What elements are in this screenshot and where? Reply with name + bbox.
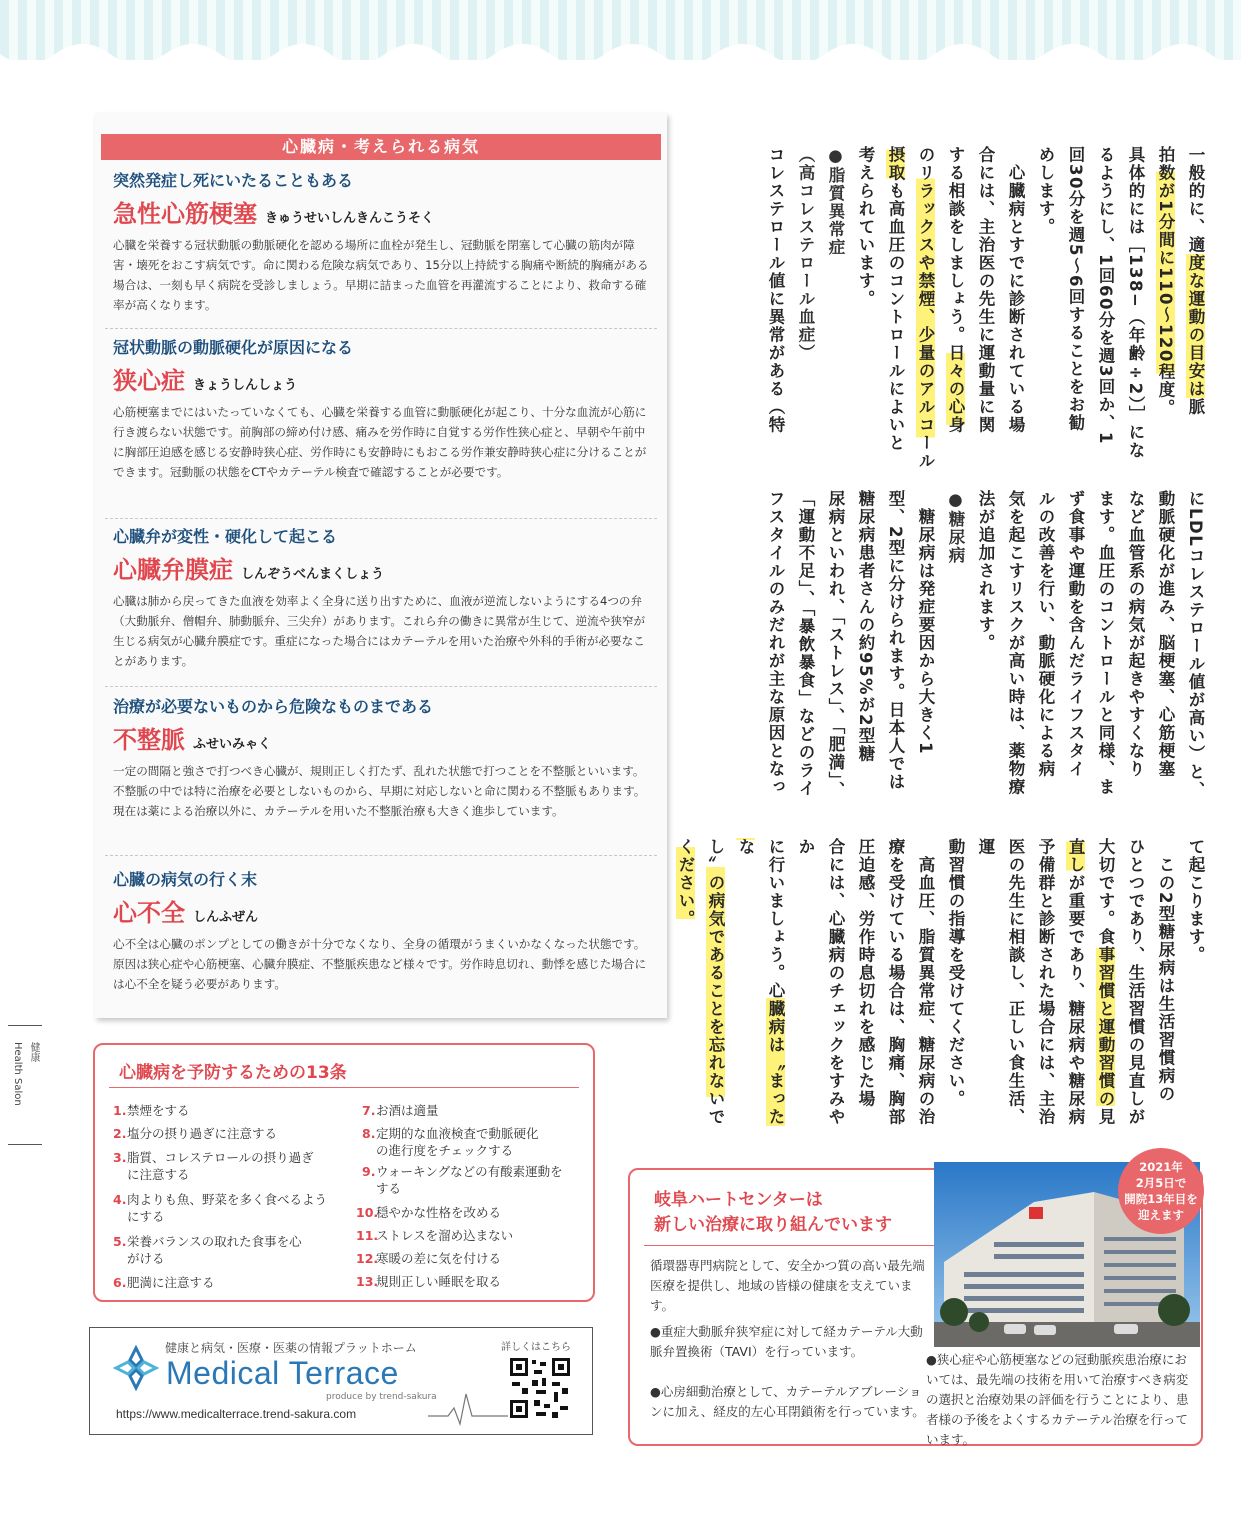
section-subheading: （高コレステロール血症） (796, 146, 815, 362)
text: 一般的に、 (1186, 146, 1205, 236)
disease-description: 心不全は心臓のポンプとしての働きが十分でなくなり、全身の循環がうまくいかなくなった状態です。原因は狭心症や心筋梗塞、心臓弁膜症、不整脈疾患など様々です。労作時息切れ、動悸を感じた場合には心不全を疑う必要があります。 (113, 937, 647, 991)
heart-center-bullet-coronary: ●狭心症や心筋梗塞などの冠動脈疾患治療においては、最先端の技術を用いて治療すべき病変の選択と治療効果の評価を行うことにより、患者様の予後をよくするカテーテル治療を行っています。 (926, 1352, 1189, 1447)
text: 圧迫感、労作時息切れを感じた場 (856, 838, 875, 1108)
top-wave-decoration (0, 44, 1241, 84)
text: 動脈硬化が進み、脳梗塞、心筋梗塞 (1156, 490, 1175, 778)
anniversary-badge (1118, 1148, 1204, 1234)
text: 尿病といわれ、「ストレス」、「肥満」、 (826, 490, 845, 799)
text: 回30分を週5〜6回することをお勧 (1066, 146, 1085, 432)
text: 医の先生に相談し、正しい食生活、運 (976, 838, 1025, 1126)
text: が重要であり、糖尿病や糖尿病 (1066, 874, 1085, 1126)
item-text: 肥満に注意する (127, 1275, 215, 1290)
badge-line: 2021年 (1139, 1160, 1183, 1174)
disease-kana: しんぞうべんまくしょう (241, 567, 385, 582)
disease-item (113, 870, 653, 994)
side-section-label (8, 1025, 42, 1145)
item-number: 2. (113, 1126, 127, 1141)
item-number: 7. (362, 1103, 376, 1118)
text: 具体的には［138−（年齢÷2）］にな (1126, 146, 1145, 460)
more-info-label: 詳しくはこちら (501, 1342, 571, 1353)
item-text: 規則正しい睡眠を取る (376, 1274, 502, 1289)
divider (105, 686, 657, 687)
highlight-text: 適度な運動の目安は脈 (1186, 236, 1205, 416)
text: 考えられています。 (856, 146, 875, 308)
item-text: 肉よりも魚、野菜を多く食べるよう にする (127, 1192, 328, 1224)
divider (109, 1087, 579, 1088)
disease-subtitle: 心臓の病気の行く末 (113, 870, 258, 889)
prevention-box (93, 1043, 595, 1302)
text: 合には、心臓病のチェックをすみやか (796, 838, 845, 1126)
item-number: 13. (356, 1274, 379, 1289)
text: ルの改善を行い、動脈硬化による病 (1036, 490, 1055, 778)
disease-kana: しんふぜん (193, 910, 259, 925)
section-heading-diabetes: ●糖尿病 (946, 490, 965, 565)
text: する相談をしましょう。 (946, 146, 965, 344)
disease-item (113, 171, 653, 315)
disease-name: 心不全 (113, 899, 185, 927)
highlight-text: 食事習慣と運動習慣の見 (1096, 928, 1115, 1126)
disease-kana: きょうしんしょう (193, 378, 298, 393)
item-number: 3. (113, 1150, 127, 1165)
disease-subtitle: 心臓弁が変性・硬化して起こる (113, 527, 338, 546)
text: にLDLコレステロール値が高い）と、 (1186, 490, 1205, 800)
disease-description: 一定の間隔と強さで打つべき心臓が、規則正しく打たず、乱れた状態で打つことを不整脈といいます。不整脈の中では特に治療を必要としないものから、早期に対応しないと命に関わる不整脈もあります。現在は薬による治療以外に、カテーテルを用いた不整脈治療も大きく進歩しています。 (113, 764, 646, 818)
disease-item (113, 338, 653, 482)
highlight-text: 摂取 (886, 146, 905, 182)
text: ひとつであり、生活習慣の見直しが (1126, 838, 1145, 1126)
text: も高血圧のコントロールによいと (886, 182, 905, 452)
section-heading-lipid: ●脂質異常症 (826, 146, 845, 257)
disease-name: 急性心筋梗塞 (113, 200, 257, 228)
item-number: 4. (113, 1192, 127, 1207)
text: ず食事や運動を含んだライフスタイ (1066, 490, 1085, 778)
text: 療を受けている場合は、胸痛、胸部 (886, 838, 905, 1126)
heartbeat-line-icon (428, 1386, 508, 1426)
item-text: 栄養バランスの取れた食事を心 がける (127, 1234, 302, 1266)
text: コレステロール値に異常がある（特 (766, 146, 785, 434)
medical-terrace-produce: produce by trend-sakura (326, 1392, 437, 1402)
highlight-text: し〟の病気であることを忘れないで (706, 838, 725, 1126)
badge-line: 迎えます (1137, 1208, 1184, 1222)
text: など血管系の病気が起きやすくなり (1126, 490, 1145, 778)
disease-item (113, 527, 653, 671)
item-number: 8. (362, 1126, 376, 1141)
heart-center-intro: 循環器専門病院として、安全かつ質の高い最先端医療を提供し、地域の皆様の健康を支えています。 (650, 1258, 925, 1313)
text: 型、2型に分けられます。日本人では (886, 490, 905, 791)
highlight-text: 心臓病は〝まったな (736, 838, 785, 1126)
item-text: 穏やかな性格を改める (376, 1205, 502, 1220)
divider (644, 1245, 934, 1246)
text: 。 (1156, 398, 1175, 417)
disease-name: 狭心症 (113, 367, 185, 395)
item-number: 10. (356, 1205, 379, 1220)
medical-terrace-tagline: 健康と病気・医療・医薬の情報プラットホーム (165, 1341, 417, 1355)
text: ます。血圧のコントロールと同様、ま (1096, 490, 1115, 796)
disease-box-header: 心臓病・考えられる病気 (101, 134, 661, 160)
medical-terrace-banner[interactable] (89, 1327, 593, 1435)
article-bottom-block (676, 838, 1210, 1138)
item-number: 12. (356, 1251, 379, 1266)
disease-item (113, 697, 653, 821)
item-number: 11. (356, 1228, 379, 1243)
text: フスタイルのみだれが主な原因となっ (766, 490, 785, 796)
divider (105, 518, 657, 519)
side-label-en: Health Salon (12, 1042, 23, 1106)
badge-line: 2月5日で (1135, 1176, 1187, 1190)
highlight-text: 直し (1066, 838, 1085, 874)
disease-name: 心臓弁膜症 (113, 556, 233, 584)
text: 糖尿病患者さんの約95%が2型糖 (856, 490, 875, 763)
disease-subtitle: 冠状動脈の動脈硬化が原因になる (113, 338, 354, 357)
medical-terrace-logo-icon (112, 1344, 160, 1392)
article-top-block (712, 146, 1210, 480)
disease-description: 心臓は肺から戻ってきた血液を効率よく全身に送り出すために、血液が逆流しないようにする4つの弁（大動脈弁、僧帽弁、肺動脈弁、三尖弁）があります。これら弁の働きに異常が生じて、逆流や狭窄が生じる病気が心臓弁膜症です。重症になった場合にはカテーテルを用いた治療や外科的手術が必要なことがあります。 (113, 594, 646, 668)
disease-description: 心筋梗塞までにはいたっていなくても、心臓を栄養する血管に動脈硬化が起こり、十分な血流が心筋に行き渡らない状態です。前胸部の締め付け感、痛みを労作時に自覚する労作性狭心症と、早朝や午前中に胸部圧迫感を感じる安静時狭心症、労作時にも安静時にもおこる労作兼安静時狭心症に分けることができます。冠動脈の状態をCTやカテーテル検査で確認することが必要です。 (113, 405, 647, 479)
text: 「運動不足」、「暴飲暴食」などのライ (796, 490, 815, 798)
divider (105, 328, 657, 329)
disease-subtitle: 突然発症し死にいたることもある (113, 171, 354, 190)
item-number: 6. (113, 1275, 127, 1290)
heart-center-title-line1: 岐阜ハートセンターは (654, 1190, 823, 1210)
text: 予備群と診断された場合には、主治 (1036, 838, 1055, 1126)
item-number: 1. (113, 1103, 127, 1118)
prevention-title: 心臓病を予防するための13条 (119, 1063, 347, 1083)
disease-description: 心臓を栄養する冠状動脈の動脈硬化を認める場所に血栓が発生し、冠動脈を閉塞して心臓の筋肉が障害・壊死をおこす病気です。命に関わる危険な病気であり、15分以上持続する胸痛や断続的胸痛がある場合は、一刻も早く病院を受診しましょう。早期に詰まった血管を再灌流することにより、救命する確率が高くなります。 (113, 238, 649, 312)
text: に行いましょう。 (766, 838, 785, 982)
text: 心臓病とすでに診断されている場 (1006, 146, 1025, 434)
text: 合には、主治医の先生に運動量に関 (976, 146, 995, 434)
text: 大切です。 (1096, 838, 1115, 928)
disease-name: 不整脈 (113, 726, 185, 754)
item-text: 塩分の摂り過ぎに注意する (127, 1126, 278, 1141)
text: るようにし、1回60分を週3回か、1 (1096, 146, 1115, 445)
medical-terrace-url[interactable]: https://www.medicalterrace.trend-sakura.com (116, 1407, 357, 1421)
text: 法が追加されます。 (976, 490, 995, 652)
divider (105, 855, 657, 856)
item-text: 定期的な血液検査で動脈硬化 の進行度をチェックする (376, 1126, 539, 1158)
item-text: ストレスを溜め込まない (376, 1228, 514, 1243)
item-text: 寒暖の差に気を付ける (376, 1251, 502, 1266)
text: この2型糖尿病は生活習慣病の (1156, 838, 1175, 1103)
disease-subtitle: 治療が必要ないものから危険なものまである (113, 697, 434, 716)
qr-code-icon[interactable] (508, 1356, 572, 1420)
medical-terrace-logo-text: Medical Terrace (166, 1355, 399, 1391)
highlight-text: 日々の心身 (946, 344, 965, 434)
highlight-text: ください。 (676, 838, 695, 928)
badge-line: 開院13年目を (1124, 1192, 1198, 1206)
item-number: 9. (362, 1164, 376, 1179)
text: 高血圧、脂質異常症、糖尿病の治 (916, 838, 935, 1126)
heart-center-bullet-tavi: ●重症大動脈弁狭窄症に対して経カテーテル大動脈弁置換術（TAVI）を行っています。 (650, 1324, 923, 1359)
text: 気を起こすリスクが高い時は、薬物療 (1006, 490, 1025, 796)
disease-kana: きゅうせいしんきんこうそく (265, 211, 435, 226)
highlight-text: 拍数が1分間に110〜120程度 (1156, 146, 1175, 399)
text: 動習慣の指導を受けてください。 (946, 838, 965, 1108)
item-number: 5. (113, 1234, 127, 1249)
article-middle-block (705, 490, 1210, 830)
heart-center-title-line2: 新しい治療に取り組んでいます (654, 1215, 892, 1235)
text: めします。 (1036, 146, 1055, 236)
heart-center-title (654, 1188, 892, 1238)
item-text: お酒は適量 (376, 1103, 439, 1118)
item-text: 脂質、コレステロールの摂り過ぎ に注意する (127, 1150, 314, 1182)
item-text: ウォーキングなどの有酸素運動を する (376, 1164, 563, 1196)
item-text: 禁煙をする (127, 1103, 190, 1118)
text: 糖尿病は発症要因から大きく1 (916, 490, 935, 755)
side-label-ja: 健康 (28, 1042, 39, 1062)
disease-kana: ふせいみゃく (193, 737, 272, 752)
highlight-text: のリラックスや禁煙、少量のアルコール (916, 146, 935, 470)
heart-center-bullet-af: ●心房細動治療として、カテーテルアブレーションに加え、経皮的左心耳閉鎖術を行っています。 (650, 1384, 925, 1419)
disease-box (95, 113, 667, 1018)
text: て起こります。 (1186, 838, 1205, 964)
